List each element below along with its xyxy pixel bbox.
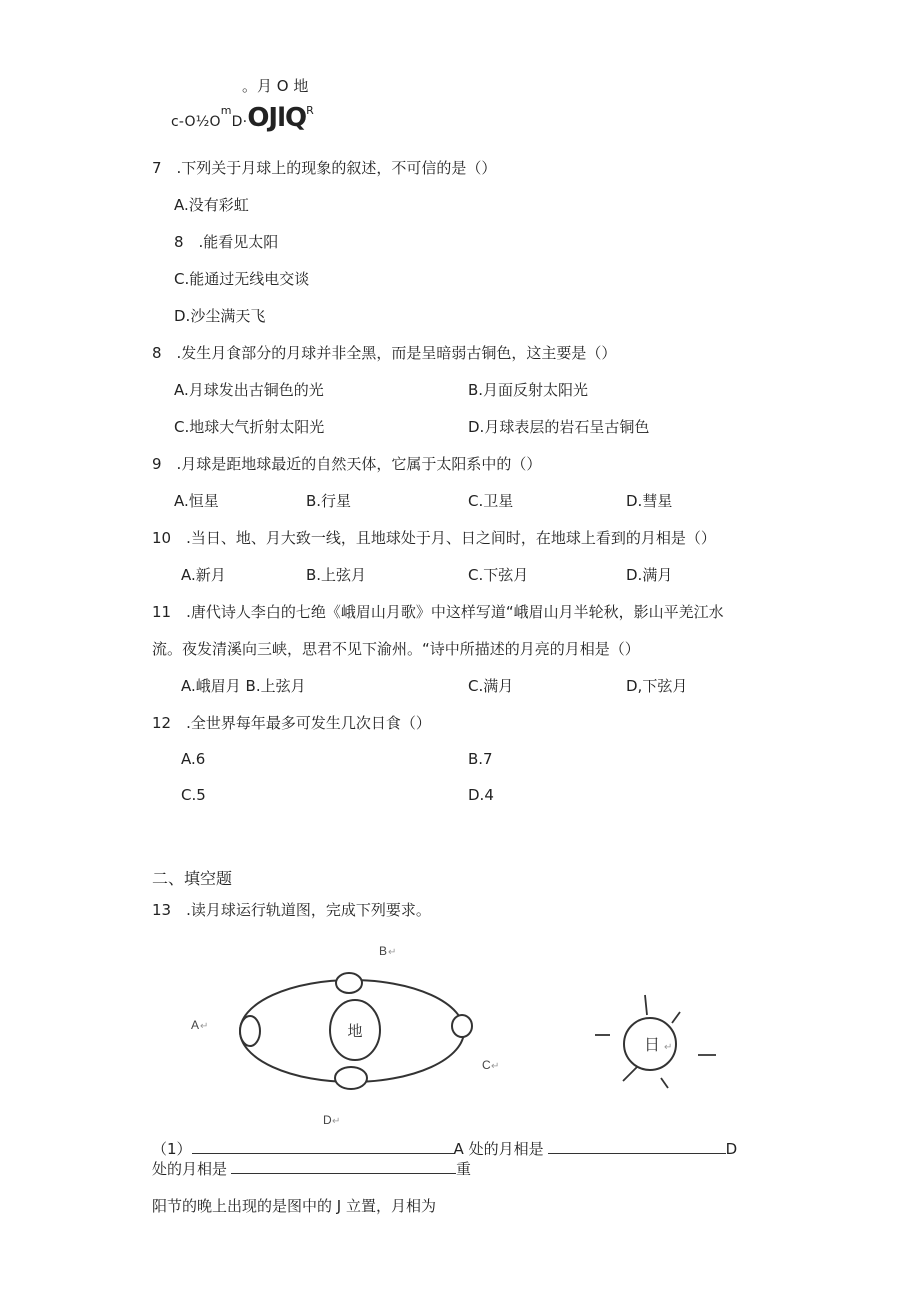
q12-stem: 12 .全世界每年最多可发生几次日食（） (152, 714, 431, 732)
q13-blank-1[interactable] (192, 1137, 454, 1154)
label-a: A (191, 1018, 200, 1032)
label-d: D (323, 1113, 332, 1127)
sun-label-return-mark: ↵ (664, 1042, 673, 1053)
moon-orbit-diagram (180, 935, 740, 1135)
q9-option-a: A.恒星 (174, 492, 219, 510)
q8-option-d: D.月球表层的岩石呈古铜色 (468, 418, 650, 436)
q7-option-c: C.能通过无线电交谈 (174, 270, 310, 288)
q9-stem: 9 .月球是距地球最近的自然天体，它属于太阳系中的（） (152, 455, 542, 473)
earth-label: 地 (347, 1023, 363, 1040)
q8-option-b: B.月面反射太阳光 (468, 381, 589, 399)
moon-position-c (452, 1015, 472, 1037)
q10-option-d: D.满月 (626, 566, 673, 584)
q10-option-b: B.上弦月 (306, 566, 367, 584)
q12-option-d: D.4 (468, 786, 494, 804)
header-garbled-part-c: D· (231, 114, 248, 130)
label-c: C (482, 1058, 491, 1072)
q12-option-a: A.6 (181, 750, 206, 768)
q11-option-ab: A.峨眉月 B.上弦月 (181, 677, 306, 695)
sun-ray (645, 995, 647, 1015)
moon-position-a (240, 1016, 260, 1046)
q13-stem: 13 .读月球运行轨道图，完成下列要求。 (152, 901, 431, 919)
sun-ray (661, 1078, 668, 1088)
q13-blank-a-phase[interactable] (548, 1137, 726, 1154)
header-garbled-line2 (171, 96, 314, 137)
q11-stem-line2: 流。夜发清溪向三峡，思君不见下渝州。“诗中所描述的月亮的月相是（） (152, 640, 640, 658)
q9-option-b: B.行星 (306, 492, 352, 510)
moon-position-d (335, 1067, 367, 1089)
q10-option-c: C.下弦月 (468, 566, 529, 584)
sun-label: 日 (643, 1037, 661, 1054)
label-b: B (379, 944, 388, 958)
header-garbled-sup: R (306, 104, 314, 117)
q11-option-c: C.满月 (468, 677, 514, 695)
header-garbled-big: OJlQ (247, 103, 307, 133)
q12-option-c: C.5 (181, 786, 206, 804)
moon-position-b (336, 973, 362, 993)
section-title-fill-in: 二、填空题 (152, 869, 233, 888)
label-c-return-mark: ↵ (491, 1061, 500, 1072)
q8-option-a: A.月球发出古铜色的光 (174, 381, 324, 399)
q7-option-a: A.没有彩虹 (174, 196, 249, 214)
q13-fill-line3: 阳节的晚上出现的是图中的 J 立置，月相为 (152, 1197, 436, 1215)
header-garbled-part-a: c-O½O (171, 114, 221, 130)
q10-stem: 10 .当日、地、月大致一线，且地球处于月、日之间时，在地球上看到的月相是（） (152, 529, 716, 547)
q7-option-b: 8 .能看见太阳 (174, 233, 279, 251)
q8-option-c: C.地球大气折射太阳光 (174, 418, 325, 436)
q13-part1-prefix: （1） (152, 1140, 192, 1158)
q12-option-b: B.7 (468, 750, 493, 768)
label-d-return-mark: ↵ (332, 1116, 341, 1127)
q9-option-d: D.彗星 (626, 492, 673, 510)
q10-option-a: A.新月 (181, 566, 226, 584)
q13-part2-end: 重 (456, 1160, 472, 1178)
header-garbled-part-b: m (220, 104, 232, 117)
q8-stem: 8 .发生月食部分的月球并非全黑，而是呈暗弱古铜色，这主要是（） (152, 344, 617, 362)
q13-part1-end: D (725, 1140, 738, 1158)
q7-stem: 7 .下列关于月球上的现象的叙述，不可信的是（） (152, 159, 497, 177)
q13-blank-d-phase[interactable] (231, 1157, 456, 1174)
header-garbled-line1: 。月 O 地 (242, 77, 309, 95)
sun-ray (623, 1067, 637, 1081)
q11-option-d: D,下弦月 (626, 677, 688, 695)
q7-option-d: D.沙尘满天飞 (174, 307, 266, 325)
q13-part1-mid: A 处的月相是 (453, 1140, 544, 1158)
sun-ray (672, 1012, 680, 1023)
label-b-return-mark: ↵ (388, 947, 397, 958)
label-a-return-mark: ↵ (200, 1021, 209, 1032)
q13-fill-line2 (152, 1157, 471, 1179)
q11-stem-line1: 11 .唐代诗人李白的七绝《峨眉山月歌》中这样写道“峨眉山月半轮秋，影山平羌江水 (152, 603, 724, 621)
q13-fill-line1 (152, 1137, 737, 1159)
q9-option-c: C.卫星 (468, 492, 514, 510)
q13-part2-prefix: 处的月相是 (152, 1160, 228, 1178)
